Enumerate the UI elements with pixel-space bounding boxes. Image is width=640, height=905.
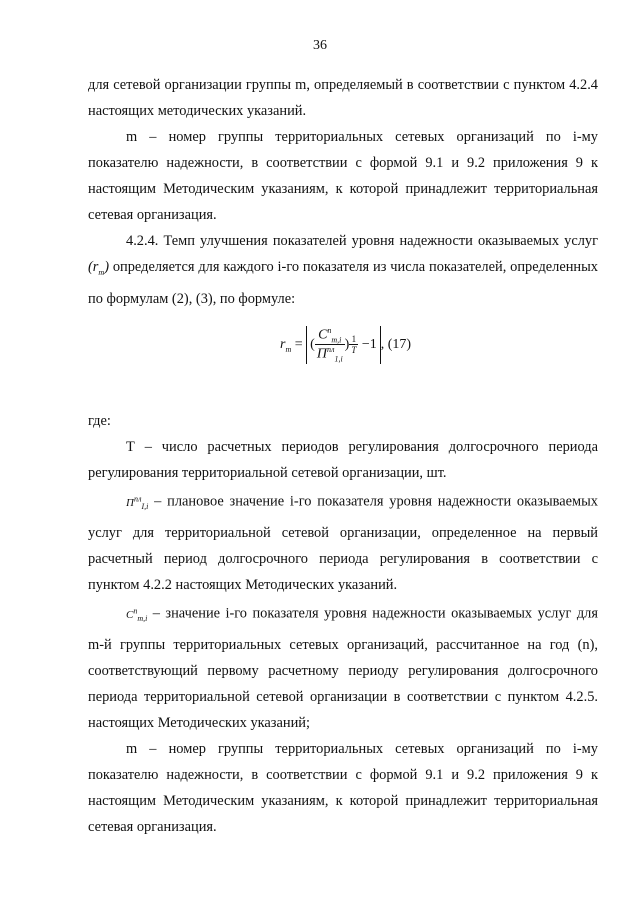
paragraph-4: Т – число расчетных периодов регулирования долгосрочного периода регулирования территориальной сетевой организации, шт. bbox=[88, 439, 598, 481]
page-number: 36 bbox=[313, 38, 327, 53]
formula-equals: = bbox=[294, 337, 303, 353]
formula-denominator: $П^{пл}_{1,i}$ bbox=[316, 345, 343, 364]
formula-17 bbox=[280, 326, 411, 364]
text-block-bottom bbox=[88, 408, 598, 840]
paragraph-3-lead: 4.2.4. Темп улучшения показателей уровня надежности оказываемых услуг bbox=[126, 233, 598, 249]
paragraph-1: для сетевой организации группы m, определяемый в соответствии с пунктом 4.2.4 настоящих методических указаний. bbox=[88, 77, 598, 119]
formula-fraction bbox=[315, 326, 345, 364]
formula-numerator: $C^n_{m,i}$ bbox=[315, 326, 345, 345]
paragraph-7: m – номер группы территориальных сетевых организаций по i-му показателю надежности, в соответствии с формой 9.1 и 9.2 приложения 9 к настоящим Методическим указаниям, к которой принадлежит территориальная сетевая организация. bbox=[88, 740, 598, 835]
formula-abs: ( $\frac{C^n_{m,i}}{П^{пл}_{1,i}}$ ) $\frac{1}{T}$ −1 bbox=[306, 326, 381, 364]
paragraph-6: $C^n_{m,i}$ – значение i-го показателя уровня надежности оказываемых услуг для m-й группы территориальных сетевых организаций, рассчитанное на год (n), соответствующий первому расчетному периоду регулирования долгосрочного периода территориальной сетевой организации в соответствии с пунктом 4.2.5. настоящих Методических указаний; bbox=[88, 605, 598, 731]
paragraph-3 bbox=[88, 228, 598, 312]
formula-exponent: $\frac{1}{T}$ bbox=[351, 334, 357, 356]
paragraph-5: $П^{пл}_{I,i}$ – плановое значение i-го показателя уровня надежности оказываемых услуг для территориальной сетевой организации, определенное на первый расчетный период долгосрочного периода регулирования в соответствии с пунктом 4.2.2 настоящих Методических указаний. bbox=[88, 493, 598, 593]
c-symbol: $C^n_{m,i}$ bbox=[126, 605, 148, 623]
plan-symbol: $П^{пл}_{I,i}$ bbox=[126, 494, 149, 511]
text-block-top bbox=[88, 72, 598, 312]
paragraph-2: m – номер группы территориальных сетевых организаций по i-му показателю надежности, в соответствии с формой 9.1 и 9.2 приложения 9 к настоящим Методическим указаниям, к которой принадлежит территориальная сетевая организация. bbox=[88, 129, 598, 223]
rm-symbol: $(r_m)$ bbox=[88, 259, 109, 277]
formula-lhs: $r_m$ bbox=[280, 337, 292, 354]
where-label: где: bbox=[88, 413, 111, 429]
formula-label: , (17) bbox=[380, 337, 412, 353]
paragraph-3-rest: определяется для каждого i-го показателя из числа показателей, определенных по формулам (2), (3), по формуле: bbox=[88, 259, 598, 307]
formula-minus-one: −1 bbox=[361, 337, 377, 353]
